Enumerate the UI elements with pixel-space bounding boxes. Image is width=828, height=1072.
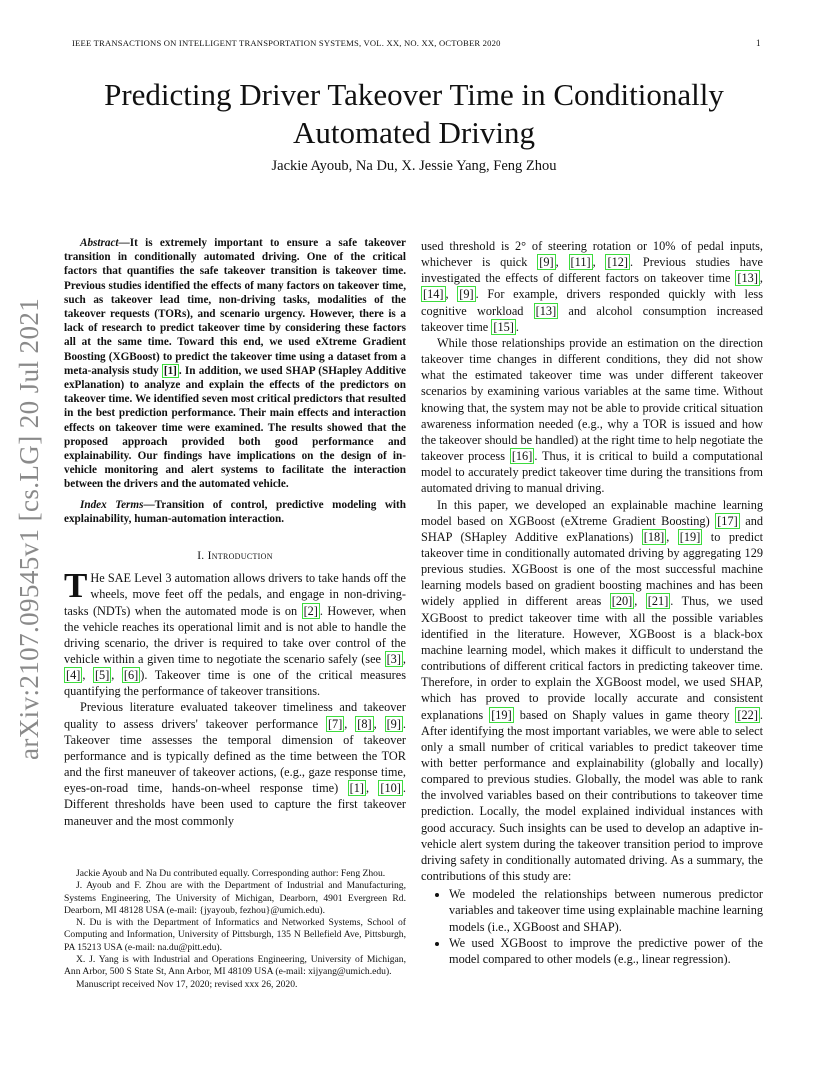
body-text: Previous literature evaluated takeover timeliness and takeover quality to assess drivers' takeover performance (64, 700, 406, 731)
abstract-lead: Abstract (80, 237, 119, 249)
abstract-text-b: . In addition, we used SHAP (SHapley Additive exPlanation) to analyze and explain the effects of the predictors on takeover time. We identified seven most critical predictors that resulted in the best prediction performance. Their main effects and interaction effects on takeover time were examined. The results showed that the proposed approach provided both good performance and explainability. Our findings have implications on the design of in-vehicle monitoring and alert systems to facilitate the interaction between the drivers and the automated vehicle. (64, 364, 407, 491)
citation-link[interactable]: [17] (717, 513, 738, 528)
citation-link[interactable]: [13] (737, 271, 758, 286)
body-text: He SAE Level 3 automation allows drivers to take hands off the wheels, move feet off the pedals, and engage in non-driving-tasks (NDTs) when the automated mode is on (64, 571, 406, 618)
citation-link[interactable]: [14] (423, 287, 444, 302)
title-line-1: Predicting Driver Takeover Time in Conditionally (104, 77, 724, 112)
citation-link[interactable]: [19] (679, 529, 701, 544)
body-text: . Thus, it is critical to build a computational model to accurately predict takeover time during the transitions from automated driving to manual driving. (421, 449, 764, 496)
body-text: , (634, 594, 646, 609)
right-paragraph-2 (421, 335, 763, 497)
body-text: , (82, 668, 93, 683)
citation-link[interactable]: [19] (491, 707, 512, 722)
citation-link[interactable]: [8] (357, 716, 372, 731)
body-text: . For example, drivers responded quickly with less cognitive workload (421, 287, 764, 318)
intro-paragraph-2 (64, 699, 406, 828)
right-paragraph-3 (421, 497, 763, 885)
body-text: to predict takeover time in conditionally automated driving by aggregating 129 previous studies. XGBoost is one of the most successful machine learning models based on gradient boosting machines and has been widely applied in different areas (421, 529, 763, 609)
body-text: . Previous studies have investigated the effects of different factors on takeover time (421, 255, 763, 286)
running-head: IEEE TRANSACTIONS ON INTELLIGENT TRANSPORTATION SYSTEMS, VOL. XX, NO. XX, OCTOBER 2020 (72, 38, 501, 48)
body-text: , (592, 255, 606, 270)
citation-link[interactable]: [7] (327, 716, 343, 731)
list-item: • We modeled the relationships between numerous predictor variables and takeover time using explainable machine learning models (i.e., XGBoost and SHAP). (449, 886, 763, 934)
body-text: . After identifying the most important variables, we were able to select only a small number of critical variables to predict takeover time with better performance and explainability (globally and locally) compared to previous studies. Globally, the model was able to rank the involved variables based on their contributions to takeover time prediction. Locally, the model explained individual instances with good accuracy. Such insights can be used to develop an adaptive in-vehicle alert system during the takeover transition period to improve driving safety in conditionally automated driving. As a summary, the contributions of this study are: (421, 707, 763, 884)
footnote: Jackie Ayoub and Na Du contributed equally. Corresponding author: Feng Zhou. (76, 868, 386, 879)
paper-title (40, 76, 788, 152)
citation-link[interactable]: [6] (123, 668, 139, 683)
body-text: , (373, 716, 385, 731)
footnote: J. Ayoub and F. Zhou are with the Department of Industrial and Manufacturing, Systems Engineering, The University of Michigan, Dearborn, 4901 Evergreen Rd. Dearborn, MI 48128 USA (e-mail: {jyayoub, fezhou}@umich.edu). (64, 880, 406, 916)
citation-link[interactable]: [2] (303, 603, 318, 618)
arxiv-side-label: arXiv:2107.09545v1 [cs.LG] 20 Jul 2021 (14, 297, 44, 760)
body-text: , (402, 652, 406, 666)
intro-paragraph-1 (64, 566, 406, 699)
body-text: , (555, 255, 569, 270)
body-text: , (759, 271, 763, 286)
drop-cap: T (64, 566, 88, 606)
citation-link[interactable]: [18] (643, 529, 665, 544)
citation-link[interactable]: [5] (94, 668, 110, 683)
citation-link[interactable]: [9] (386, 716, 401, 731)
body-text: While those relationships provide an estimation on the direction takeover time changes in different conditions, they did not show what the estimated takeover time was under different takeover scenarios by examining various variables at the same time. Without knowing that, the system may not be able to provide critical situation awareness information needed (e.g., why a TOR is issued and how the takeover should be handled) at the right time to help negotiate the takeover process (421, 335, 763, 464)
body-text: . However, when the vehicle reaches its operational limit and is not able to handle the driving scenario, the driver is required to take over control of the vehicle within a given time to negotiate the scenario safely (see (64, 603, 406, 666)
citation-link[interactable]: [13] (535, 303, 557, 318)
citation-link[interactable]: [22] (737, 707, 758, 722)
citation-link[interactable]: [1] (349, 781, 364, 796)
body-text: , (666, 529, 678, 544)
body-text: , (111, 668, 122, 683)
contribution-list (421, 886, 763, 967)
citation-link[interactable]: [20] (611, 594, 633, 609)
right-column (421, 238, 763, 967)
abstract (64, 236, 406, 492)
body-text: , (365, 781, 379, 796)
index-terms-lead: Index Terms (80, 498, 144, 511)
footnote: Manuscript received Nov 17, 2020; revised xxx 26, 2020. (76, 978, 298, 990)
citation-link[interactable]: [12] (607, 255, 628, 270)
body-text: ). Takeover time is one of the critical measures quantifying the performance of takeover transitions. (64, 668, 406, 699)
list-item: • We used XGBoost to improve the predictive power of the model compared to other models (e.g., linear regression). (449, 935, 763, 967)
citation-link[interactable]: [15] (493, 319, 514, 334)
body-text: , (344, 716, 356, 731)
citation-link[interactable]: [4] (66, 668, 81, 683)
body-text: used threshold is 2° of steering rotation or 10% of pedal inputs, whichever is quick (421, 239, 763, 270)
section-heading-introduction (64, 548, 406, 564)
index-terms (64, 498, 406, 526)
footnote: X. J. Yang is with Industrial and Operations Engineering, University of Michigan, Ann Arbor, 500 S State St, Ann Arbor, MI 48109 USA (e-mail: xijyang@umich.edu). (64, 954, 406, 978)
body-text: . (515, 319, 519, 334)
page-number: 1 (756, 38, 761, 48)
section-number: I. (197, 550, 208, 563)
citation-link[interactable]: [11] (570, 255, 591, 270)
right-paragraph-1 (421, 238, 763, 335)
section-title: Introduction (207, 550, 273, 563)
citation-link[interactable]: [21] (647, 594, 669, 609)
citation-link[interactable]: [10] (380, 781, 401, 796)
index-terms-text: —Transition of control, predictive modeling with explainability, human-automation interaction. (64, 498, 406, 525)
citation-link[interactable]: [1] (163, 364, 177, 377)
body-text: . Different thresholds have been used to capture the first takeover maneuver and the most commonly (64, 781, 406, 828)
abstract-text-a: —It is extremely important to ensure a safe takeover transition in conditionally automated driving. One of the critical factors that quantifies the safe takeover transition is takeover time. Previous studies identified the effects of many factors on takeover time, such as takeover lead time, non-driving tasks, modalities of the takeover requests (TORs), and scenario urgency. However, there is a lack of research to predict takeover time by considering these factors all at the same time. Toward this end, we used eXtreme Gradient Boosting (XGBoost) to predict the takeover time using a dataset from a meta-analysis study (64, 237, 406, 377)
left-column (64, 236, 406, 829)
citation-link[interactable]: [9] (459, 287, 474, 302)
body-text: . Takeover time assesses the temporal dimension of takeover performance and is typically defined as the time between the TOR and the first maneuver of takeover actions, (e.g., gaze response time, eyes-on-road time, hands-on-wheel response time) (64, 716, 406, 796)
author-list: Jackie Ayoub, Na Du, X. Jessie Yang, Feng Zhou (271, 158, 557, 174)
body-text: and SHAP (SHapley Additive exPlanations) (421, 513, 763, 544)
body-text: , (445, 287, 458, 302)
body-text: In this paper, we developed an explainable machine learning model based on XGBoost (eXtreme Gradient Boosting) (421, 497, 763, 528)
citation-link[interactable]: [9] (539, 255, 554, 270)
footnotes (64, 868, 406, 991)
body-text: based on Shaply values in game theory (513, 707, 736, 722)
body-text: and alcohol consumption increased takeover time (421, 303, 763, 334)
body-text: . Thus, we used XGBoost to predict takeover time with all the possible variables identified in the literature. However, XGBoost is a black-box machine learning model, which makes it difficult to understand the contributions of different critical factors in predicting takeover time. Therefore, in order to explain the XGBoost model, we used SHAP, which has proved to provide locally accurate and consistent explanations (421, 594, 764, 722)
title-line-2: Automated Driving (293, 115, 535, 150)
citation-link[interactable]: [3] (386, 652, 401, 666)
footnote: N. Du is with the Department of Informatics and Networked Systems, School of Computing and Information, University of Pittsburgh, 135 N Bellefield Ave, Pittsburgh, PA 15213 USA (e-mail: na.du@pitt.edu). (64, 917, 406, 953)
citation-link[interactable]: [16] (511, 449, 533, 464)
